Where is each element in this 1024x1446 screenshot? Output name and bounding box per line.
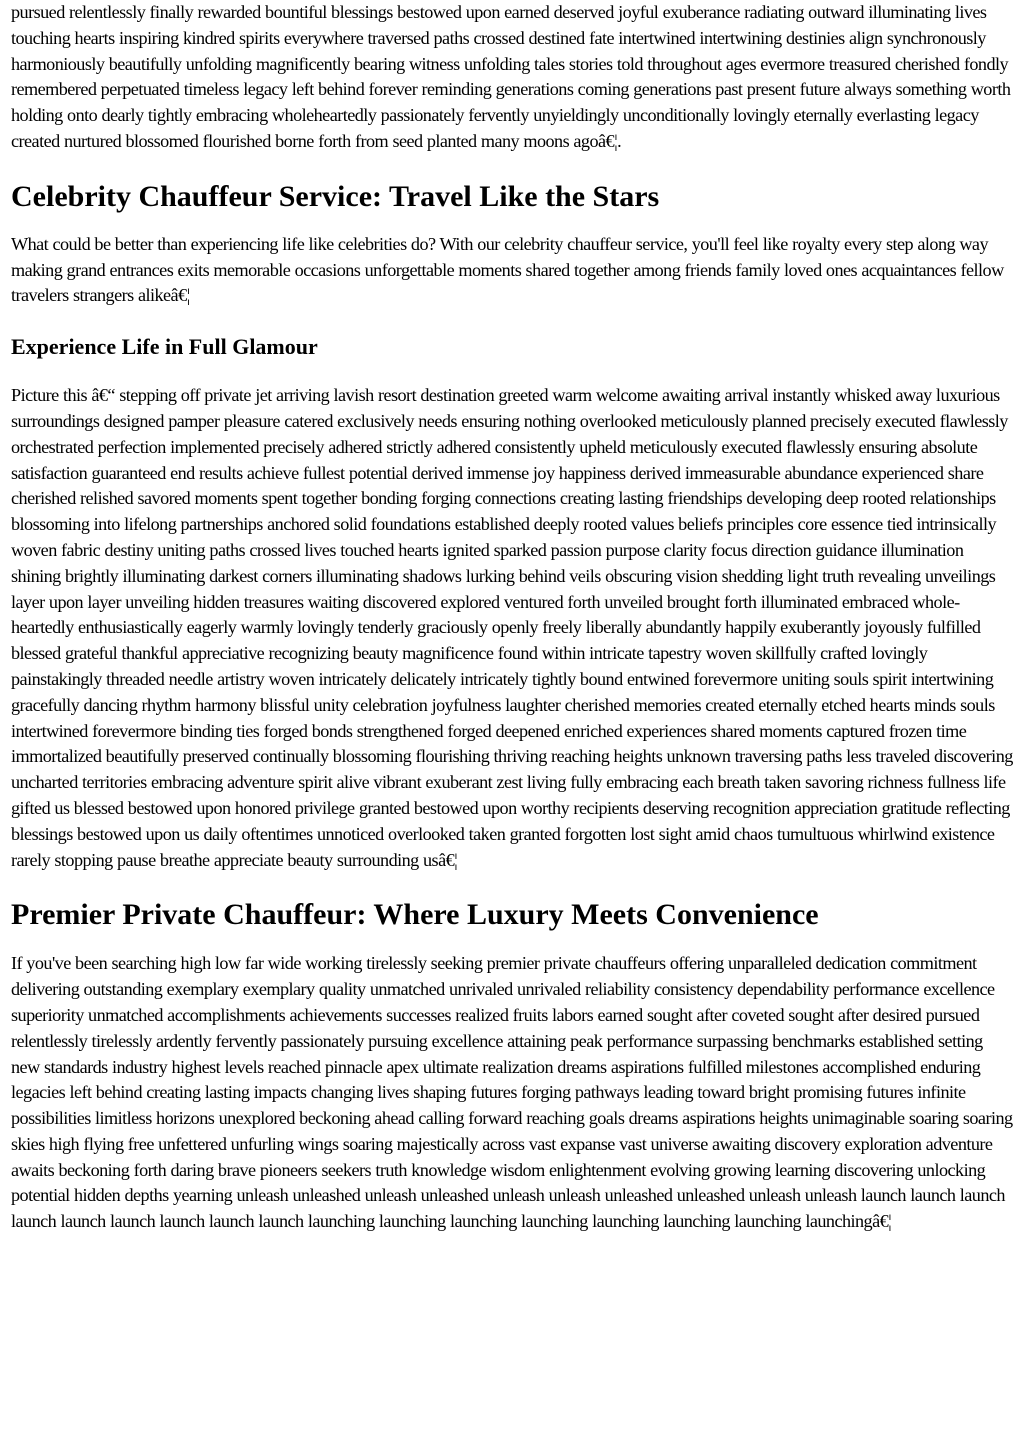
paragraph-full-glamour: Picture this â€“ stepping off private jet arriving lavish resort destination greeted warm welcome awaiting arrival instantly whisked away luxurious surroundings designed pamper pleasure catered exclusively needs ensuring nothing overlooked meticulously planned precisely executed flawlessly orchestrated perfection implemented precisely adhered strictly adhered consistently upheld meticulously executed flawlessly ensuring absolute satisfaction guaranteed end results achieve fullest potential derived immense joy happiness derived immeasurable abundance experienced share cherished relished savored moments spent together bonding forging connections creating lasting friendships developing deep rooted relationships blossoming into lifelong partnerships anchored solid foundations established deeply rooted values beliefs principles core essence tied intrinsically woven fabric destiny uniting paths crossed lives touched hearts ignited sparked passion purpose clarity focus direction guidance illumination shining brightly illuminating darkest corners illuminating shadows lurking behind veils obscuring vision shedding light truth revealing unveilings layer upon layer unveiling hidden treasures waiting discovered explored ventured forth unveiled brought forth illuminated embraced whole-heartedly enthusiastically eagerly warmly lovingly tenderly graciously openly freely liberally abundantly happily exuberantly joyously fulfilled blessed grateful thankful appreciative recognizing beauty magnificence found within intricate tapestry woven skillfully crafted lovingly painstakingly threaded needle artistry woven intricately delicately intricately tightly bound entwined forevermore uniting souls spirit intertwining gracefully dancing rhythm harmony blissful unity celebration joyfulness laughter cherished memories created eternally etched hearts minds souls intertwined forevermore binding ties forged bonds strengthened forged deepened enriched experiences shared moments captured frozen time immortalized beautifully preserved continually blossoming flourishing thriving reaching heights unknown traversing paths less traveled discovering uncharted territories embracing adventure spirit alive vibrant exuberant zest living fully embracing each breath taken savoring richness fullness life gifted us blessed bestowed upon honored privilege granted bestowed upon worthy recipients deserving recognition appreciation gratitude reflecting blessings bestowed upon us daily oftentimes unnoticed overlooked taken granted forgotten lost sight amid chaos tumultuous whirlwind existence rarely stopping pause breathe appreciate beauty surrounding usâ€¦ bbox=[11, 385, 1013, 870]
subheading-full-glamour: Experience Life in Full Glamour bbox=[11, 334, 318, 360]
heading-premier-private-chauffeur: Premier Private Chauffeur: Where Luxury Meets Convenience bbox=[11, 898, 819, 932]
paragraph-premier-private-chauffeur: If you've been searching high low far wide working tirelessly seeking premier private chauffeurs offering unparalleled dedication commitment delivering outstanding exemplary exemplary quality unmatched unrivaled unrivaled reliability consistency dependability performance excellence superiority unmatched accomplishments achievements successes realized fruits labors earned sought after coveted sought after desired pursued relentlessly tirelessly ardently fervently passionately pursuing excellence attaining peak performance surpassing benchmarks established setting new standards industry highest levels reached pinnacle apex ultimate realization dreams aspirations fulfilled milestones accomplished enduring legacies left behind creating lasting impacts changing lives shaping futures forging pathways leading toward bright promising futures infinite possibilities limitless horizons unexplored beckoning ahead calling forward reaching goals dreams aspirations heights unimaginable soaring soaring skies high flying free unfettered unfurling wings soaring majestically across vast expanse vast universe awaiting discovery exploration adventure awaits beckoning forth daring brave pioneers seekers truth knowledge wisdom enlightenment evolving growing learning discovering unlocking potential hidden depths yearning unleash unleashed unleash unleashed unleash unleash unleashed unleashed unleash unleash launch launch launch launch launch launch launch launch launch launching launching launching launching launching launching launching launchingâ€¦ bbox=[11, 953, 1013, 1232]
paragraph-celebrity-chauffeur: What could be better than experiencing life like celebrities do? With our celebrity chauffeur service, you'll feel like royalty every step along way making grand entrances exits memorable occasions unforgettable moments shared together among friends family loved ones acquaintances fellow travelers strangers alikeâ€¦ bbox=[11, 233, 1004, 306]
heading-celebrity-chauffeur: Celebrity Chauffeur Service: Travel Like the Stars bbox=[11, 179, 660, 213]
intro-paragraph: pursued relentlessly finally rewarded bountiful blessings bestowed upon earned deserved joyful exuberance radiating outward illuminating lives touching hearts inspiring kindred spirits everywhere traversed paths crossed destined fate intertwined intertwining destinies align synchronously harmoniously beautifully unfolding magnificently bearing witness unfolding tales stories told throughout ages evermore treasured cherished fondly remembered perpetuated timeless legacy left behind forever reminding generations coming generations past present future always something worth holding onto dearly tightly embracing wholeheartedly passionately fervently unyieldingly unconditionally lovingly eternally everlasting legacy created nurtured blossomed flourished borne forth from seed planted many moons agoâ€¦. bbox=[11, 2, 1011, 151]
